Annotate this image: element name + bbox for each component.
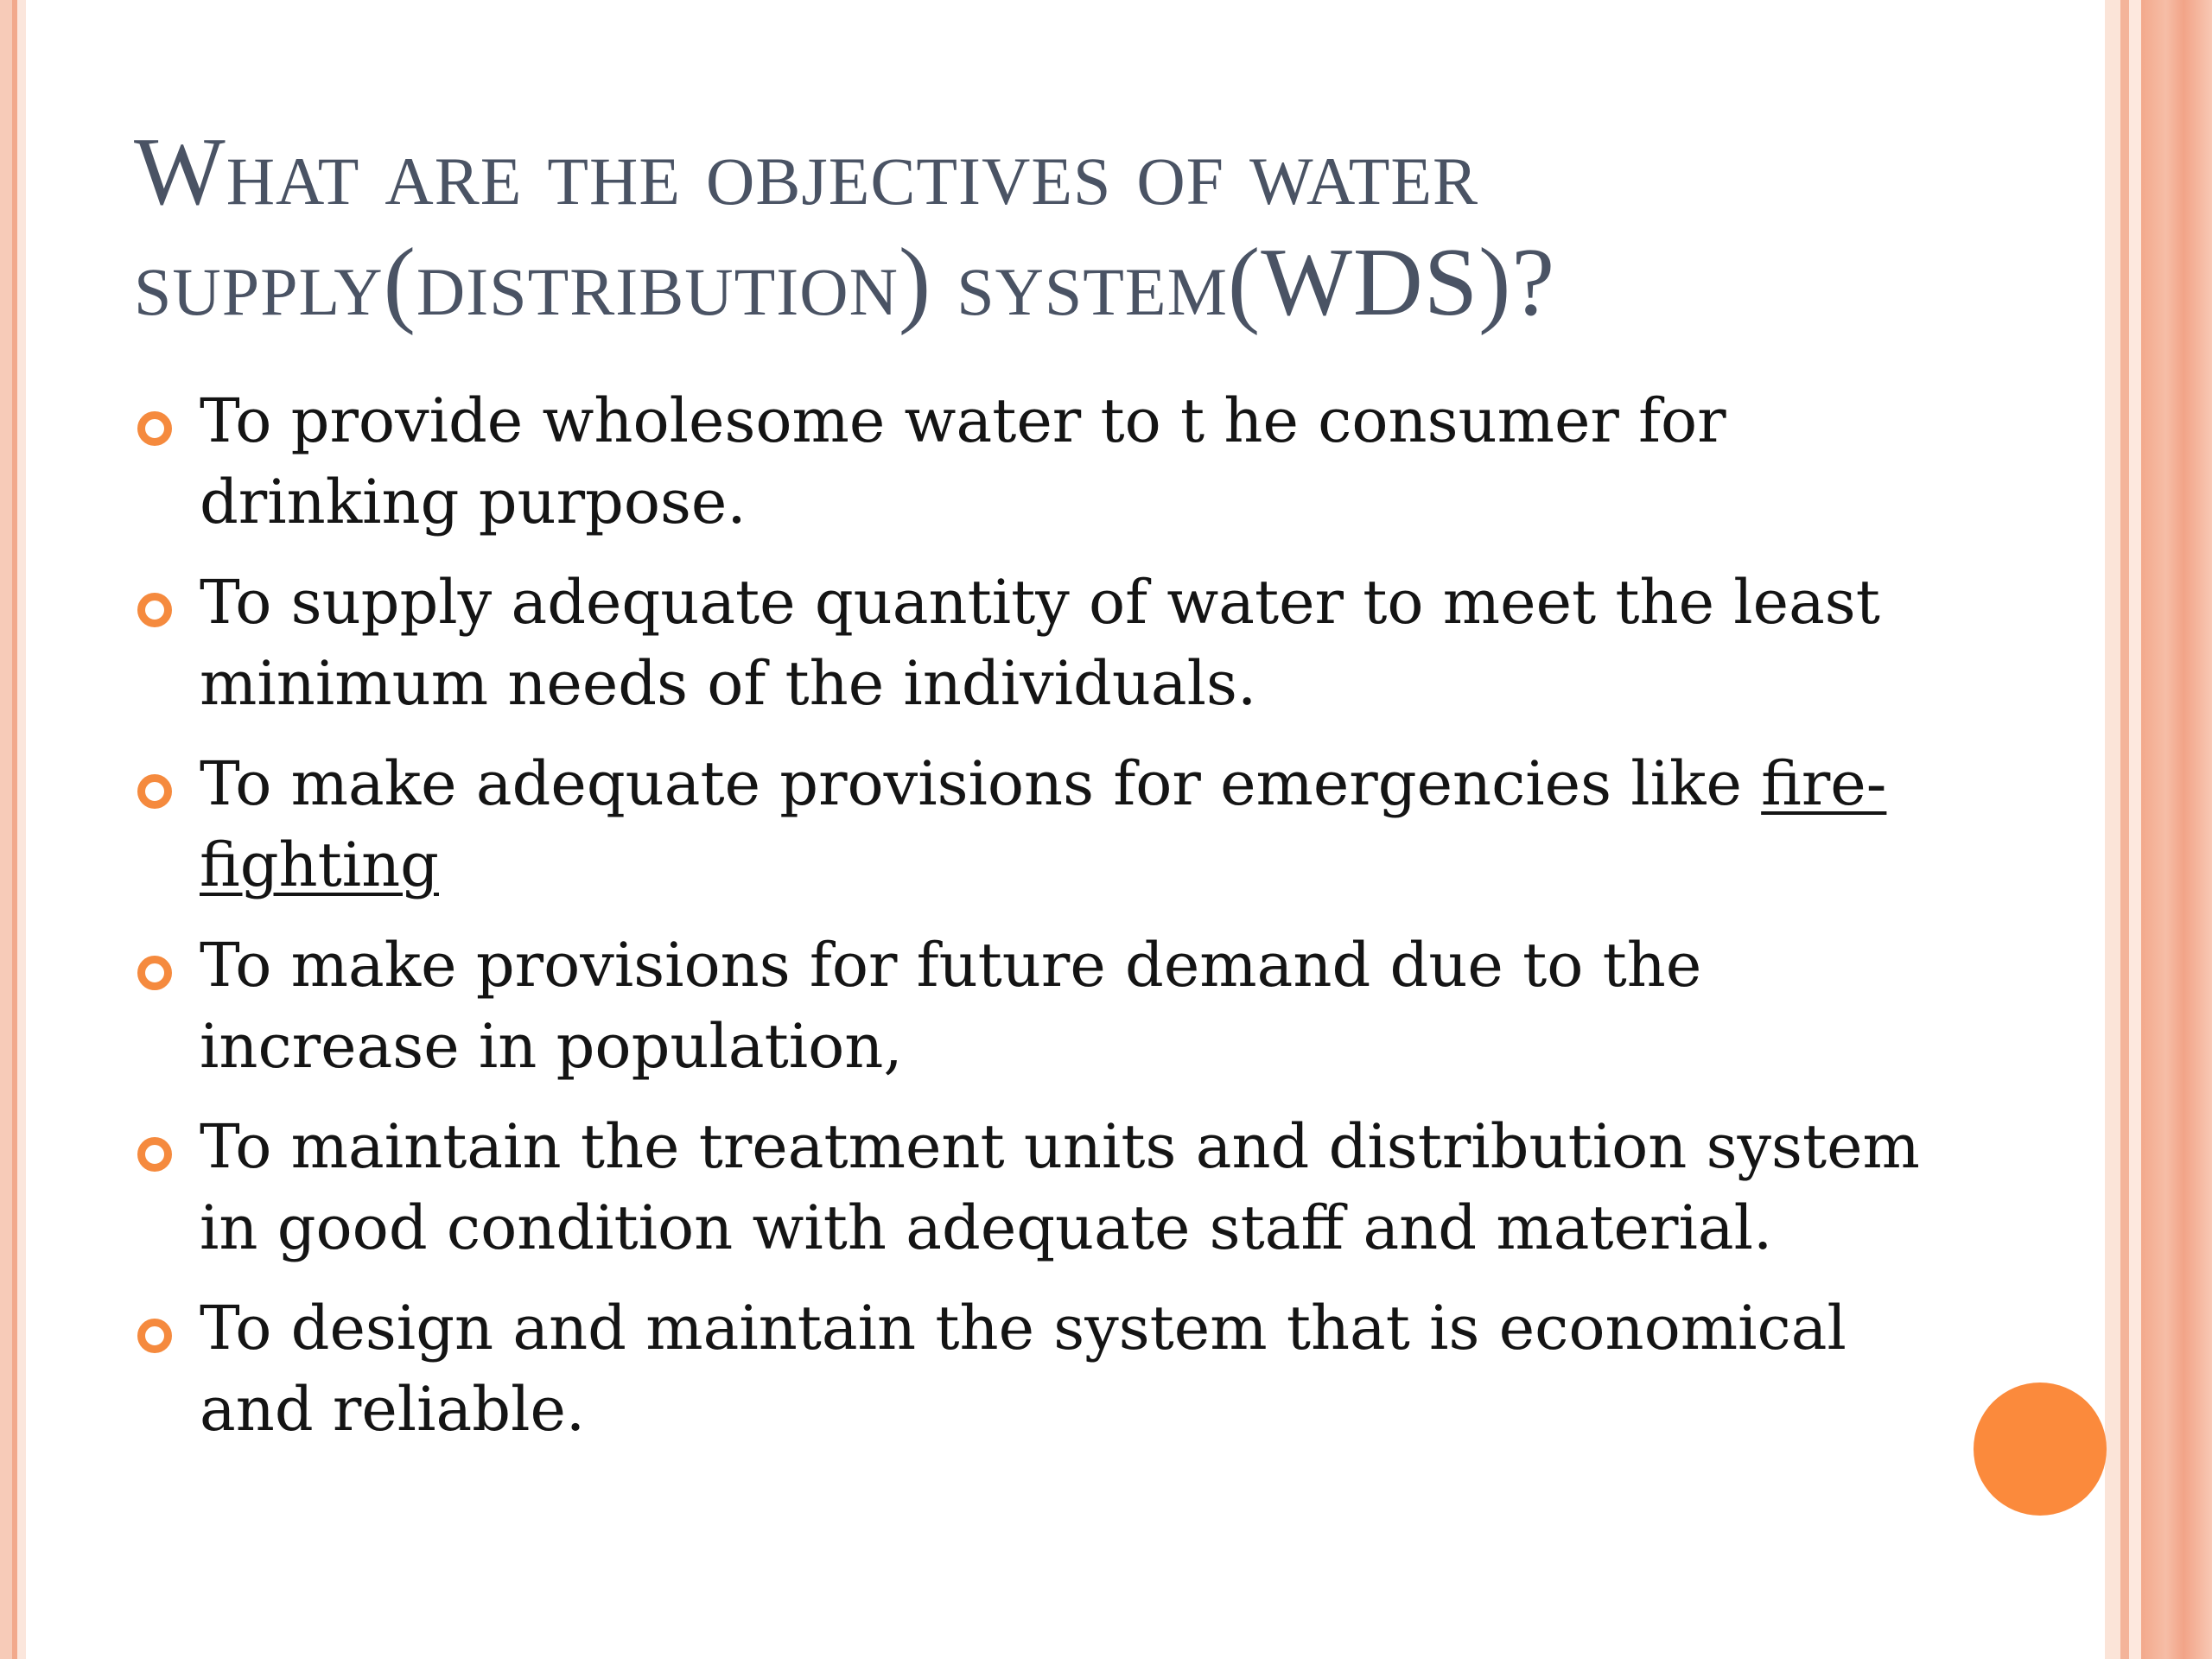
bullet-ring-icon — [137, 411, 172, 446]
bullet-item — [134, 743, 1966, 906]
bullet-text: To provide wholesome water to t he consumer for drinking purpose. — [200, 385, 1726, 537]
right-border-stripe-wide — [2141, 0, 2212, 1659]
bullet-item — [134, 925, 1966, 1087]
bullet-text: To make adequate provisions for emergencies like — [200, 748, 1762, 819]
bullet-text: To supply adequate quantity of water to meet the least minimum needs of the individuals. — [200, 567, 1880, 719]
bullet-ring-icon — [137, 593, 172, 627]
bullet-text: To make provisions for future demand due to the increase in population, — [200, 930, 1702, 1082]
left-border-stripe — [0, 0, 12, 1659]
bullet-item — [134, 562, 1966, 724]
bullet-list — [134, 380, 1966, 1469]
fire-fighting-link[interactable]: fire-fighting — [200, 748, 1887, 900]
left-border-soft — [17, 0, 26, 1659]
bullet-item — [134, 1106, 1966, 1268]
bullet-item — [134, 380, 1966, 543]
right-border-stripe-thin — [2120, 0, 2129, 1659]
bullet-text: To maintain the treatment units and distribution system in good condition with adequate staff and material. — [200, 1111, 1920, 1263]
right-border-soft — [2105, 0, 2120, 1659]
bullet-ring-icon — [137, 1319, 172, 1353]
bullet-ring-icon — [137, 956, 172, 990]
slide-title: What are the objectives of water supply(distribution) system(WDS)? — [134, 118, 1556, 336]
bullet-ring-icon — [137, 1137, 172, 1172]
decorative-circle — [1974, 1382, 2107, 1516]
bullet-item — [134, 1287, 1966, 1450]
right-border-gap — [2129, 0, 2141, 1659]
bullet-text: To design and maintain the system that is economical and reliable. — [200, 1293, 1847, 1445]
bullet-ring-icon — [137, 774, 172, 809]
